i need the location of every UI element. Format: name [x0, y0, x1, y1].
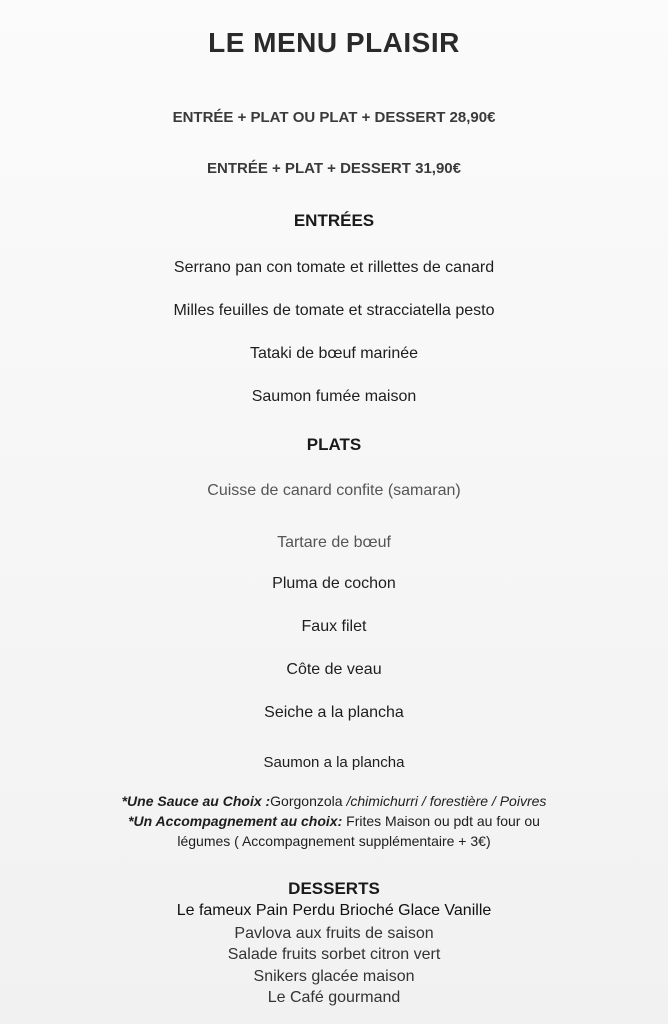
plat-item: Côte de veau: [286, 661, 382, 678]
section-heading-desserts: DESSERTS: [288, 879, 380, 898]
plat-item: Seiche a la plancha: [264, 704, 404, 721]
plat-item: Saumon a la plancha: [263, 754, 405, 771]
section-heading-entrees: ENTRÉES: [293, 211, 375, 230]
dessert-item: Le fameux Pain Perdu Brioché Glace Vanille: [176, 902, 492, 919]
sauce-note-first: Gorgonzola: [270, 793, 347, 809]
plat-item: Pluma de cochon: [272, 575, 396, 592]
plat-item: Cuisse de canard confite (samaran): [207, 482, 461, 499]
section-heading-plats: PLATS: [306, 435, 362, 454]
dessert-item: Snikers glacée maison: [253, 968, 415, 985]
accompaniment-note: [0, 813, 668, 829]
menu-title: LE MENU PLAISIR: [208, 27, 460, 58]
accompaniment-note-continued: légumes ( Accompagnement supplémentaire + 3€): [177, 833, 491, 849]
dessert-item: Pavlova aux fruits de saison: [234, 925, 434, 942]
sauce-note: [0, 793, 668, 809]
plat-item: Faux filet: [301, 618, 367, 635]
accompaniment-note-label: *Un Accompagnement au choix:: [128, 813, 343, 829]
accompaniment-note-options: Frites Maison ou pdt au four ou: [342, 813, 540, 829]
sauce-note-options: /chimichurri / forestière / Poivres: [346, 793, 547, 809]
dessert-item: Salade fruits sorbet citron vert: [227, 946, 441, 963]
entree-item: Milles feuilles de tomate et stracciatella pesto: [173, 302, 495, 319]
dessert-item: Le Café gourmand: [267, 989, 401, 1006]
sauce-note-label: *Une Sauce au Choix :: [121, 793, 271, 809]
entree-item: Saumon fumée maison: [251, 388, 417, 405]
plat-item: Tartare de bœuf: [277, 534, 391, 551]
entree-item: Serrano pan con tomate et rillettes de canard: [173, 259, 495, 276]
formula-entree-plat-dessert: ENTRÉE + PLAT + DESSERT 31,90€: [207, 160, 461, 177]
entree-item: Tataki de bœuf marinée: [249, 345, 419, 362]
formula-entree-plat-or-plat-dessert: ENTRÉE + PLAT OU PLAT + DESSERT 28,90€: [172, 109, 496, 126]
